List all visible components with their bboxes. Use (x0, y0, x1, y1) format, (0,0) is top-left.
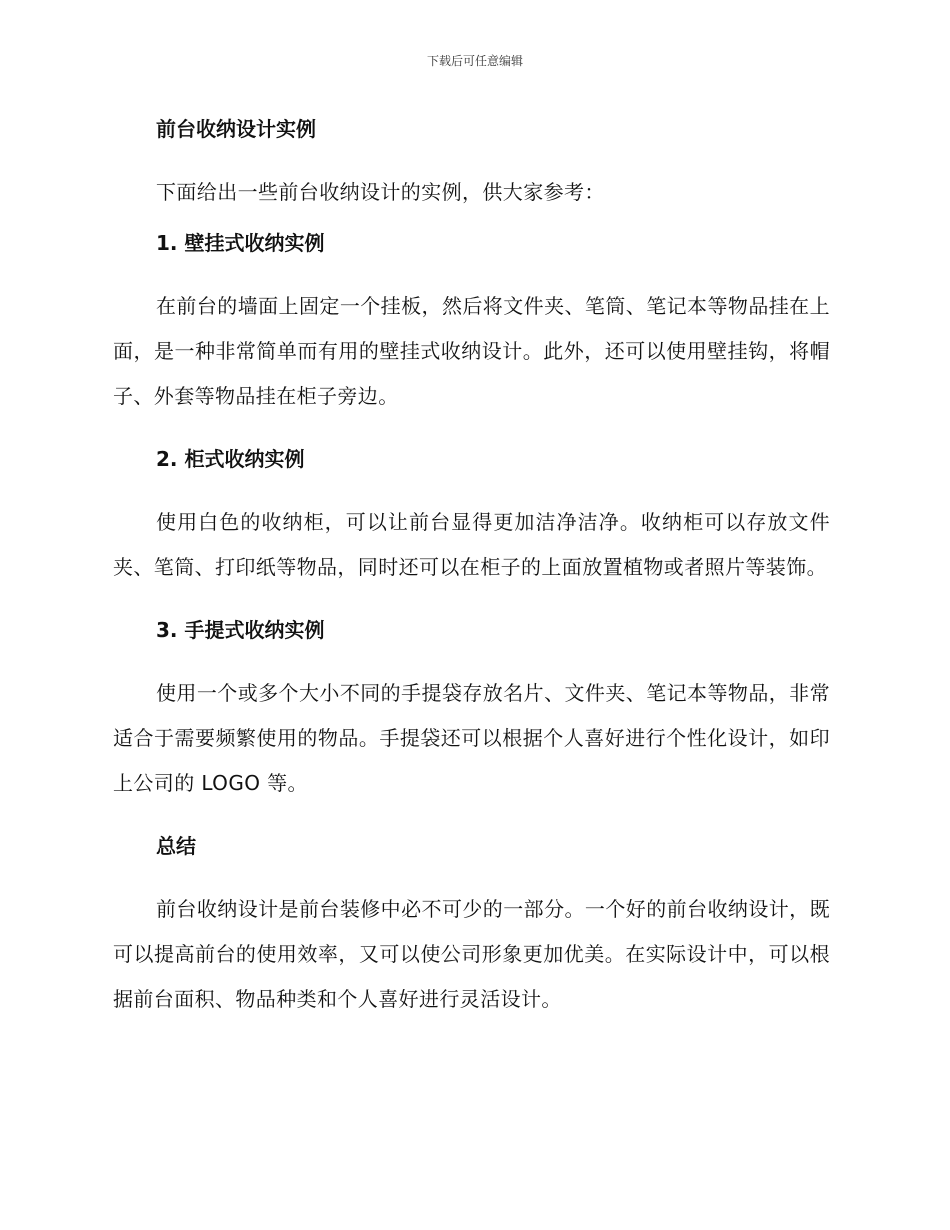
section-heading-cabinet: 2. 柜式收纳实例 (156, 447, 305, 471)
section-body-cabinet: 使用白色的收纳柜，可以让前台显得更加洁净洁净。收纳柜可以存放文件夹、笔筒、打印纸等物品，同时还可以在柜子的上面放置植物或者照片等装饰。 (113, 510, 830, 579)
document-body (113, 113, 830, 1022)
summary-body: 前台收纳设计是前台装修中必不可少的一部分。一个好的前台收纳设计，既可以提高前台的使用效率，又可以使公司形象更加优美。在实际设计中，可以根据前台面积、物品种类和个人喜好进行灵活设计。 (113, 897, 830, 1011)
section-heading-wall-mounted: 1. 壁挂式收纳实例 (156, 231, 325, 255)
section-body-handheld: 使用一个或多个大小不同的手提袋存放名片、文件夹、笔记本等物品，非常适合于需要频繁使用的物品。手提袋还可以根据个人喜好进行个性化设计，如印上公司的 LOGO 等。 (113, 681, 830, 795)
document-title: 前台收纳设计实例 (156, 117, 316, 141)
summary-heading: 总结 (156, 834, 196, 858)
section-heading-handheld: 3. 手提式收纳实例 (156, 618, 325, 642)
intro-paragraph: 下面给出一些前台收纳设计的实例，供大家参考： (156, 180, 605, 204)
running-header: 下载后可任意编辑 (426, 54, 523, 68)
section-body-wall-mounted: 在前台的墙面上固定一个挂板，然后将文件夹、笔筒、笔记本等物品挂在上面，是一种非常简单而有用的壁挂式收纳设计。此外，还可以使用壁挂钩，将帽子、外套等物品挂在柜子旁边。 (113, 294, 830, 408)
